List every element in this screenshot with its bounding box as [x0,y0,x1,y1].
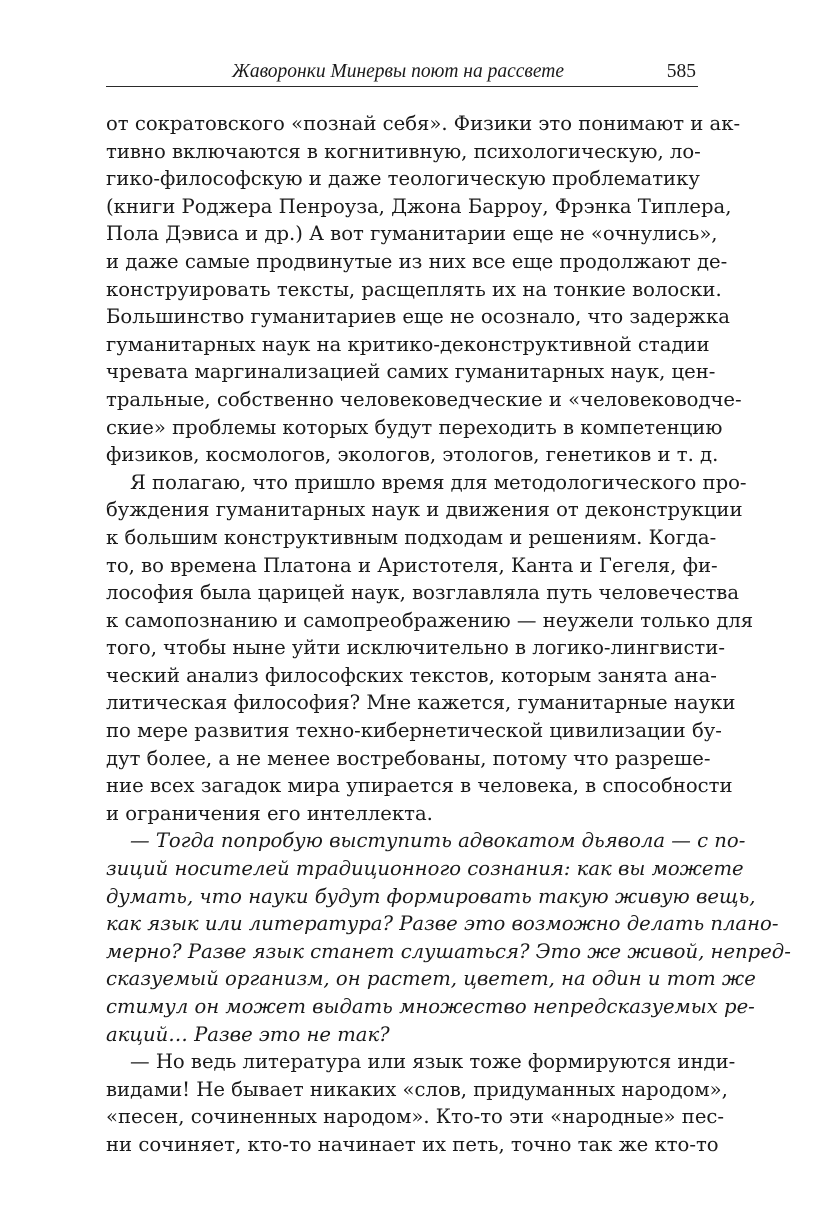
text-line: от сократовского «познай себя». Физики это понимают и ак- [106,112,741,135]
text-line: и даже самые продвинутые из них все еще продолжают де- [106,249,728,273]
header-rule [106,86,698,87]
text-line: — Но ведь литература или язык тоже формируются инди- [130,1050,736,1074]
text-line: буждения гуманитарных наук и движения от деконструкции [106,498,743,522]
text-line: того, чтобы ныне уйти исключительно в логико-лингвисти- [106,636,725,660]
text-line: литическая философия? Мне кажется, гуманитарные науки [106,691,736,715]
text-line: конструировать тексты, расщеплять их на тонкие волоски. [106,277,722,301]
text-line: Я полагаю, что пришло время для методологического про- [130,470,747,494]
text-line: лософия была царицей наук, возглавляла путь человечества [106,581,740,605]
text-line: думать, что науки будут формировать такую живую вещь, [106,884,756,908]
text-line: — Тогда попробую выступить адвокатом дьявола — с по- [130,829,746,853]
text-line: акций… Разве это не так? [106,1022,390,1046]
text-line: физиков, космологов, экологов, этологов, генетиков и т. д. [106,443,719,467]
text-line: чревата маргинализацией самих гуманитарных наук, цен- [106,360,716,384]
paragraph-answer [106,1048,736,1158]
text-line: зиций носителей традиционного сознания: как вы можете [106,857,744,881]
running-header [106,60,698,87]
text-line: Большинство гуманитариев еще не осознало, что задержка [106,305,730,329]
text-line: тральные, собственно человековедческие и «человеководче- [106,387,742,411]
text-line: и ограничения его интеллекта. [106,801,433,825]
text-line: сказуемый организм, он растет, цветет, на один и тот же [106,967,756,991]
running-title: Жаворонки Минервы поют на рассвете [231,61,564,82]
text-line: как язык или литература? Разве это возможно делать плано- [106,912,779,936]
text-line: по мере развития техно-кибернетической цивилизации бу- [106,719,722,743]
text-line: (книги Роджера Пенроуза, Джона Барроу, Фрэнка Типлера, [106,194,732,218]
text-line: дут более, а не менее востребованы, потому что разреше- [106,746,711,770]
text-line: гуманитарных наук на критико-деконструктивной стадии [106,332,710,356]
text-line: тивно включаются в когнитивную, психологическую, ло- [106,139,701,163]
text-line: ние всех загадок мира упирается в человека, в способности [106,774,733,798]
text-line: стимул он может выдать множество непредсказуемых ре- [106,995,755,1018]
text-line: ни сочиняет, кто-то начинает их петь, точно так же кто-то [106,1132,719,1156]
text-line: мерно? Разве язык станет слушаться? Это же живой, непред- [106,939,791,963]
paragraph-1 [106,110,742,469]
page-number: 585 [666,61,696,82]
body-text [106,110,791,1159]
text-line: ские» проблемы которых будут переходить в компетенцию [106,415,723,439]
text-line: к самопознанию и самопреображению — неужели только для [106,608,754,632]
text-line: Пола Дэвиса и др.) А вот гуманитарии еще не «очнулись», [106,222,718,246]
text-line: «песен, сочиненных народом». Кто-то эти «народные» пес- [106,1105,725,1129]
text-line: то, во времена Платона и Аристотеля, Канта и Гегеля, фи- [106,553,718,577]
text-line: ческий анализ философских текстов, которым занята ана- [106,663,717,687]
text-line: видами! Не бывает никаких «слов, придуманных народом», [106,1077,728,1101]
text-line: гико-философскую и даже теологическую проблематику [106,167,700,191]
paragraph-question [106,827,791,1048]
text-line: к большим конструктивным подходам и решениям. Когда- [106,525,717,549]
paragraph-2 [106,469,754,828]
